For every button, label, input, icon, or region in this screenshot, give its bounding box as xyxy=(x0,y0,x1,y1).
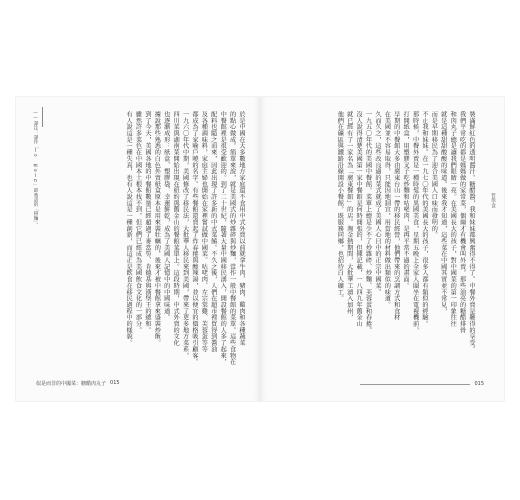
right-running-head: 哲學食 xyxy=(490,193,496,208)
left-page-number: 015 xyxy=(110,380,120,386)
left-running-head: 似是而非的中國菜：糖醋肉丸子 xyxy=(36,381,107,387)
right-folio-row xyxy=(360,381,484,387)
right-page-number: 015 xyxy=(474,381,484,387)
book-spread xyxy=(16,97,504,401)
footnote-rule xyxy=(42,107,43,127)
left-folio-row xyxy=(36,380,120,387)
folio-rule xyxy=(360,384,470,387)
right-page-body: 裝滿鮮紅色的透明醬汁。糖醋醬，我和妹妹都興奮得不得了。中餐外賣是難得的享受。 我們平常吃的都是媽媽做的家常菜，偶爾才有機會叫外賣。那些油亮的糖醋排骨 和肉丸子總是讓我們眼睛一亮。在美國長大的孩子，對中國菜的第一印象往往 就是這種甜甜酸酸的味道。後來我才知道，這些菜在中國其實並不常見， 而是早期移民為了迎合美國人口味而發明的。 不止我和妹妹。在一九七〇年代的美國長大的孩子，很多人都有類似的經驗。 那時候，中餐外賣是一種時髦的異國美食，星期五晚上全家人圍坐在電視機前， 打開紙盒，用塑膠叉子吃炒麵和咕咾肉，是再平常不過的畫面。 早期的中餐館大多由廣東台山一帶的移民經營，他們帶來的烹調方式和食材 在美國並不容易取得，只能因地制宜，用當地的材料做出類似的味道。 久而久之，這些改良過的菜式就成了美國人心目中的正宗中國菜。 一九五〇年代的美國中餐館，菜單上總是少不了炒雜碎、炒麵、芙蓉蛋和春捲。 沒人說得清楚美國第一家中餐館是何時開張的，但據記載，一八四九年舊金山 就已經有了一家名為「廣東餐館」的店。淘金熱期間，大批華工湧入加州， 他們在礦區與鐵路沿線開設小餐館，既服務同鄉，也招待白人礦工。 xyxy=(336,111,475,353)
left-page xyxy=(16,97,260,401)
left-page-footnote: ——譯注：譯作「lo mein」即粵語的「撈麵」。 xyxy=(33,111,38,228)
left-page-body: 於是中國在大多數地方家庭還不食用中式外賣以前就拿牛肉、豬肉、雞肉和各種蔬菜 的點心做成。簡單來說，就是美國式的炒雜碎與炒麵，當作一般中餐館的菜單。這些食物在 中餐館裡是很受歡迎的。到了二十世紀，隨著大量中國移民湧入，開設餐館的人多了起來， 配料也隨之而來，因此出現了許多新的中式菜餚。不久之後，人們在超市裡買得到醬油 及各種調味料，家庭主婦也開始在家裡嘗試做中國菜。咕咾肉、左宗棠雞、芙蓉蛋等等 都成為了家喻戶曉的名字。有些餐館還賣起了炸春捲與酸辣湯，並以便宜的價格吸引顧客。 一九六〇年代中期，美國修改了移民法，大批華人移民來到美國，帶來了更多地方菜系。 四川菜與湖南菜開始出現在紐約與舊金山的餐館菜單上。這段時期，中式外賣的文化 也逐漸成形：紙盒、塑膠袋、幸運餅乾，成為了美國人記憶中的中國味道。 據說那些熟悉的白色外賣紙盒原本是用來裝牡蠣的，後來才被中餐館拿來盛裝炒飯。 到了今天，美國各地的中餐館數量已經超過了麥當勞、肯德基與漢堡王的總和。 雖然許多菜色在中國本土根本找不到，但它們已經成為美國飲食文化的一部分。 有人說這是一種失真，也有人說這是一種創新，而這正是飲食在移民過程中的樣貌。 xyxy=(125,111,245,365)
right-page xyxy=(260,97,504,401)
